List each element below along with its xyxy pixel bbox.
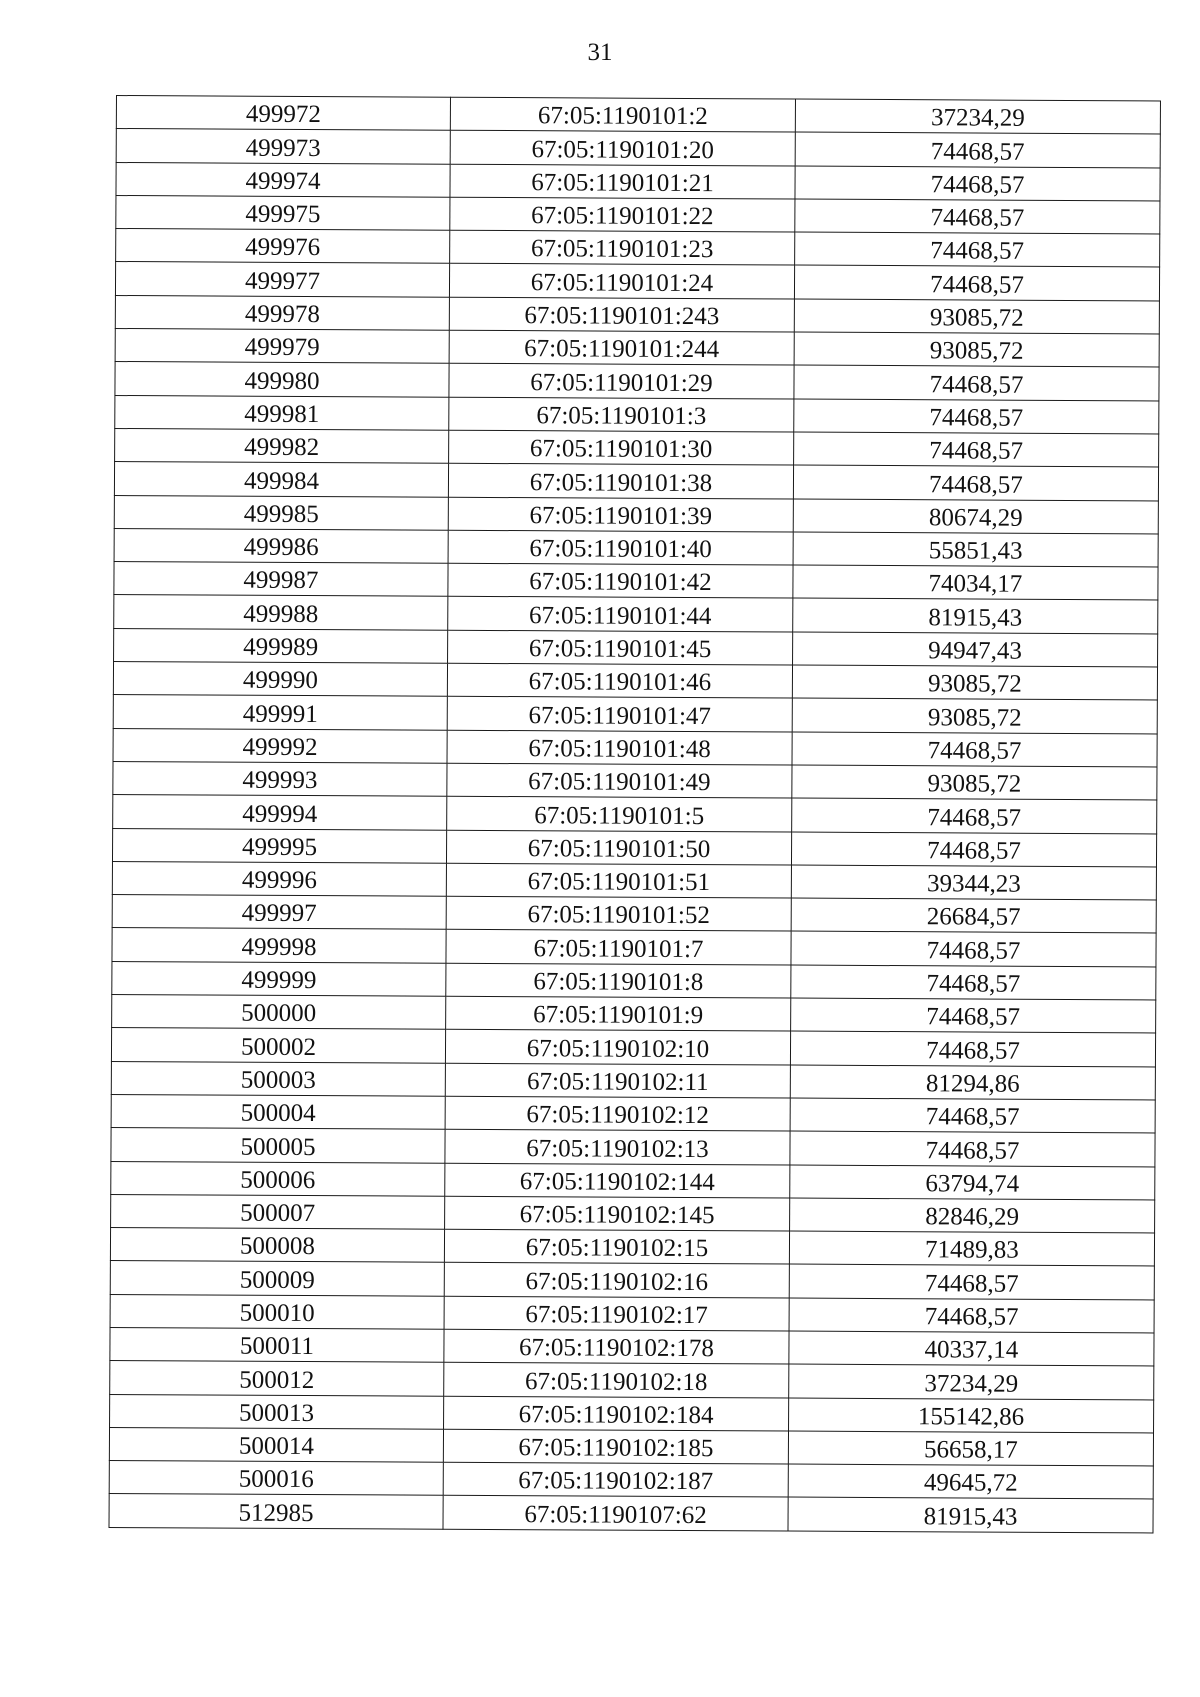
record-id-cell: 500008: [110, 1228, 444, 1263]
value-cell: 49645,72: [788, 1464, 1153, 1499]
cadastral-number-cell: 67:05:1190101:8: [446, 963, 791, 998]
table-row: [110, 1294, 1154, 1333]
record-id-cell: 499975: [116, 195, 450, 230]
table-row: [111, 1094, 1155, 1133]
record-id-cell: 499985: [114, 495, 448, 530]
record-id-cell: 500009: [110, 1261, 444, 1296]
cadastral-number-cell: 67:05:1190101:52: [446, 896, 791, 931]
record-id-cell: 500014: [109, 1427, 443, 1462]
table-row: [116, 229, 1160, 268]
cadastral-number-cell: 67:05:1190102:16: [444, 1263, 789, 1298]
cadastral-number-cell: 67:05:1190101:244: [449, 330, 794, 365]
table-row: [113, 795, 1157, 834]
table-row: [115, 262, 1159, 301]
record-id-cell: 499995: [112, 828, 446, 863]
table-row: [110, 1327, 1154, 1366]
table-body: [109, 96, 1160, 1533]
table-row: [111, 1061, 1155, 1100]
value-cell: 74468,57: [795, 132, 1160, 167]
cadastral-number-cell: 67:05:1190101:20: [450, 131, 795, 166]
value-cell: 74468,57: [789, 1298, 1154, 1333]
record-id-cell: 500006: [111, 1161, 445, 1196]
value-cell: 74468,57: [793, 465, 1158, 500]
record-id-cell: 499974: [116, 162, 450, 197]
record-id-cell: 500002: [111, 1028, 445, 1063]
record-id-cell: 499988: [114, 595, 448, 630]
cadastral-number-cell: 67:05:1190101:44: [448, 597, 793, 632]
cadastral-number-cell: 67:05:1190101:46: [447, 663, 792, 698]
cadastral-number-cell: 67:05:1190101:243: [449, 297, 794, 332]
cadastral-number-cell: 67:05:1190102:18: [444, 1363, 789, 1398]
table-row: [109, 1494, 1153, 1533]
value-cell: 74468,57: [790, 1131, 1155, 1166]
record-id-cell: 499978: [115, 295, 449, 330]
cadastral-number-cell: 67:05:1190101:22: [450, 197, 795, 232]
value-cell: 74468,57: [792, 798, 1157, 833]
value-cell: 26684,57: [791, 898, 1156, 933]
record-id-cell: 500016: [109, 1461, 443, 1496]
record-id-cell: 500012: [110, 1361, 444, 1396]
value-cell: 74034,17: [793, 565, 1158, 600]
cadastral-number-cell: 67:05:1190107:62: [443, 1496, 788, 1531]
cadastral-number-cell: 67:05:1190101:45: [448, 630, 793, 665]
cadastral-number-cell: 67:05:1190102:12: [445, 1096, 790, 1131]
record-id-cell: 499982: [115, 428, 449, 463]
cadastral-number-cell: 67:05:1190101:23: [450, 230, 795, 265]
value-cell: 74468,57: [791, 931, 1156, 966]
table-row: [116, 129, 1160, 168]
record-id-cell: 499994: [113, 795, 447, 830]
record-id-cell: 499976: [116, 229, 450, 264]
table-row: [109, 1427, 1153, 1466]
record-id-cell: 499981: [115, 395, 449, 430]
table-row: [110, 1394, 1154, 1433]
cadastral-number-cell: 67:05:1190102:17: [444, 1296, 789, 1331]
table-row: [114, 628, 1158, 667]
record-id-cell: 500003: [111, 1061, 445, 1096]
cadastral-number-cell: 67:05:1190101:47: [447, 697, 792, 732]
record-id-cell: 500007: [111, 1194, 445, 1229]
cadastral-number-cell: 67:05:1190101:42: [448, 563, 793, 598]
table-row: [113, 695, 1157, 734]
cadastral-number-cell: 67:05:1190101:7: [446, 930, 791, 965]
table-row: [111, 1028, 1155, 1067]
record-id-cell: 499973: [116, 129, 450, 164]
value-cell: 74468,57: [794, 365, 1159, 400]
record-id-cell: 499991: [113, 695, 447, 730]
cadastral-number-cell: 67:05:1190101:21: [450, 164, 795, 199]
table-row: [116, 162, 1160, 201]
table-row: [112, 861, 1156, 900]
value-cell: 74468,57: [791, 965, 1156, 1000]
table-row: [110, 1261, 1154, 1300]
value-cell: 81915,43: [788, 1498, 1153, 1533]
record-id-cell: 500013: [110, 1394, 444, 1429]
cadastral-number-cell: 67:05:1190102:10: [445, 1030, 790, 1065]
record-id-cell: 499996: [112, 861, 446, 896]
record-id-cell: 499990: [113, 662, 447, 697]
record-id-cell: 499979: [115, 329, 449, 364]
value-cell: 55851,43: [793, 532, 1158, 567]
value-cell: 74468,57: [795, 232, 1160, 267]
value-cell: 74468,57: [791, 998, 1156, 1033]
cadastral-number-cell: 67:05:1190102:13: [445, 1129, 790, 1164]
table-row: [115, 362, 1159, 401]
cadastral-number-cell: 67:05:1190101:5: [447, 796, 792, 831]
record-id-cell: 500011: [110, 1327, 444, 1362]
table-row: [114, 562, 1158, 601]
cadastral-number-cell: 67:05:1190101:40: [448, 530, 793, 565]
table-row: [111, 1161, 1155, 1200]
cadastral-number-cell: 67:05:1190101:38: [448, 464, 793, 499]
table-row: [114, 528, 1158, 567]
table-row: [114, 595, 1158, 634]
cadastral-number-cell: 67:05:1190101:50: [446, 830, 791, 865]
cadastral-number-cell: 67:05:1190102:15: [444, 1229, 789, 1264]
record-id-cell: 500000: [112, 995, 446, 1030]
table-container: [108, 95, 1159, 1533]
record-id-cell: 499989: [114, 628, 448, 663]
table-row: [110, 1361, 1154, 1400]
record-id-cell: 500005: [111, 1128, 445, 1163]
cadastral-number-cell: 67:05:1190102:185: [443, 1429, 788, 1464]
cadastral-number-cell: 67:05:1190102:187: [443, 1462, 788, 1497]
table-row: [112, 828, 1156, 867]
table-row: [112, 961, 1156, 1000]
value-cell: 74468,57: [794, 432, 1159, 467]
record-id-cell: 500004: [111, 1094, 445, 1129]
record-id-cell: 499992: [113, 728, 447, 763]
value-cell: 74468,57: [794, 266, 1159, 301]
value-cell: 81294,86: [790, 1065, 1155, 1100]
value-cell: 155142,86: [789, 1398, 1154, 1433]
table-row: [113, 728, 1157, 767]
value-cell: 37234,29: [789, 1364, 1154, 1399]
cadastral-number-cell: 67:05:1190102:144: [445, 1163, 790, 1198]
value-cell: 37234,29: [795, 99, 1160, 134]
table-row: [114, 462, 1158, 501]
table-row: [115, 295, 1159, 334]
record-id-cell: 499993: [113, 761, 447, 796]
value-cell: 74468,57: [790, 1031, 1155, 1066]
value-cell: 40337,14: [789, 1331, 1154, 1366]
cadastral-number-cell: 67:05:1190101:51: [446, 863, 791, 898]
cadastral-number-cell: 67:05:1190101:29: [449, 364, 794, 399]
record-id-cell: 499997: [112, 895, 446, 930]
table-row: [111, 1128, 1155, 1167]
table-row: [110, 1228, 1154, 1267]
value-cell: 82846,29: [790, 1198, 1155, 1233]
table-row: [115, 329, 1159, 368]
cadastral-number-cell: 67:05:1190101:39: [448, 497, 793, 532]
value-cell: 93085,72: [792, 698, 1157, 733]
cadastral-number-cell: 67:05:1190102:178: [444, 1329, 789, 1364]
value-cell: 93085,72: [792, 765, 1157, 800]
value-cell: 74468,57: [794, 399, 1159, 434]
cadastral-number-cell: 67:05:1190101:48: [447, 730, 792, 765]
value-cell: 74468,57: [791, 832, 1156, 867]
table-row: [115, 395, 1159, 434]
value-cell: 74468,57: [795, 166, 1160, 201]
value-cell: 94947,43: [793, 632, 1158, 667]
record-id-cell: 499972: [116, 96, 450, 131]
table-row: [112, 928, 1156, 967]
value-cell: 74468,57: [795, 199, 1160, 234]
record-id-cell: 499980: [115, 362, 449, 397]
table-row: [116, 96, 1160, 135]
record-id-cell: 500010: [110, 1294, 444, 1329]
cadastral-number-cell: 67:05:1190102:11: [445, 1063, 790, 1098]
value-cell: 39344,23: [791, 865, 1156, 900]
table-row: [113, 662, 1157, 701]
record-id-cell: 499998: [112, 928, 446, 963]
cadastral-table: [108, 95, 1160, 1533]
cadastral-number-cell: 67:05:1190101:9: [446, 996, 791, 1031]
value-cell: 56658,17: [788, 1431, 1153, 1466]
record-id-cell: 499984: [114, 462, 448, 497]
table-row: [112, 995, 1156, 1034]
page-number: 31: [587, 39, 613, 66]
table-row: [112, 895, 1156, 934]
table-row: [111, 1194, 1155, 1233]
value-cell: 81915,43: [793, 599, 1158, 634]
table-row: [114, 495, 1158, 534]
value-cell: 74468,57: [792, 732, 1157, 767]
cadastral-number-cell: 67:05:1190101:3: [449, 397, 794, 432]
value-cell: 63794,74: [790, 1165, 1155, 1200]
table-row: [113, 761, 1157, 800]
record-id-cell: 499987: [114, 562, 448, 597]
value-cell: 93085,72: [794, 299, 1159, 334]
record-id-cell: 499999: [112, 961, 446, 996]
record-id-cell: 499986: [114, 528, 448, 563]
table-row: [115, 428, 1159, 467]
value-cell: 74468,57: [790, 1098, 1155, 1133]
cadastral-number-cell: 67:05:1190101:2: [450, 97, 795, 132]
value-cell: 74468,57: [789, 1264, 1154, 1299]
value-cell: 80674,29: [793, 499, 1158, 534]
cadastral-number-cell: 67:05:1190101:30: [449, 430, 794, 465]
cadastral-number-cell: 67:05:1190102:184: [444, 1396, 789, 1431]
value-cell: 93085,72: [792, 665, 1157, 700]
cadastral-number-cell: 67:05:1190102:145: [445, 1196, 790, 1231]
table-row: [109, 1461, 1153, 1500]
cadastral-number-cell: 67:05:1190101:49: [447, 763, 792, 798]
record-id-cell: 499977: [115, 262, 449, 297]
value-cell: 93085,72: [794, 332, 1159, 367]
value-cell: 71489,83: [789, 1231, 1154, 1266]
cadastral-number-cell: 67:05:1190101:24: [449, 264, 794, 299]
record-id-cell: 512985: [109, 1494, 443, 1529]
table-row: [116, 195, 1160, 234]
